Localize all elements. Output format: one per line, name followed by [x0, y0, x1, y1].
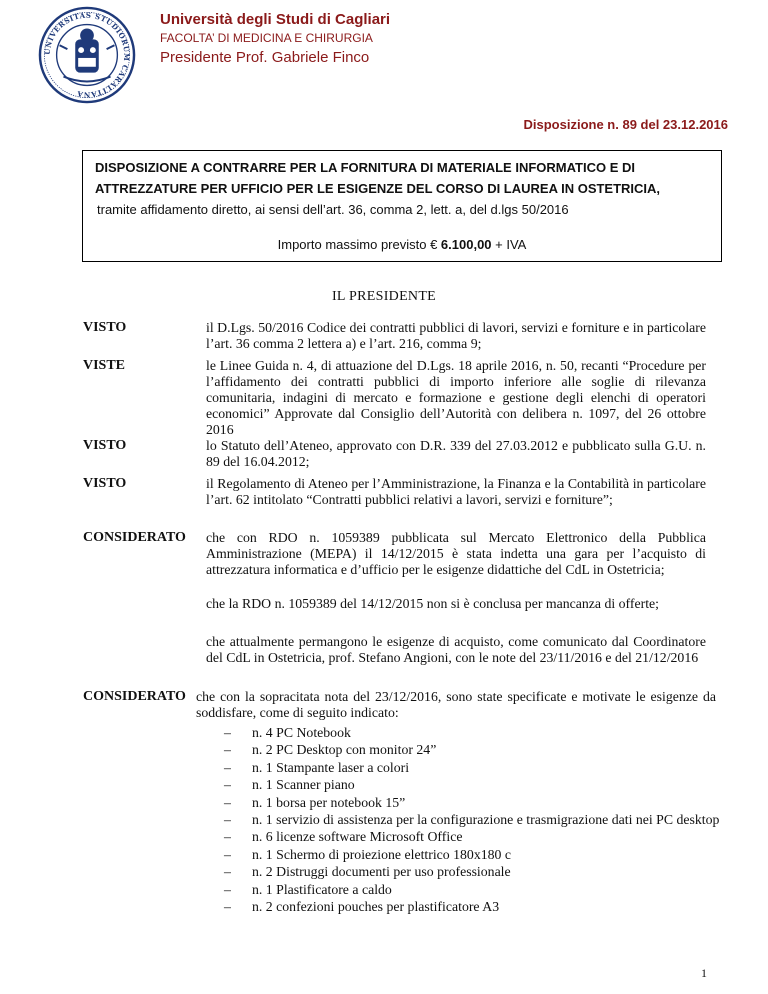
bullet-dash: –	[224, 829, 231, 845]
list-item	[224, 741, 724, 758]
section-label: VISTE	[83, 358, 126, 373]
bullet-dash: –	[224, 777, 231, 793]
subject-line-3: tramite affidamento diretto, ai sensi dell’art. 36, comma 2, lett. a, del d.lgs 50/2016	[97, 202, 569, 217]
university-seal-logo	[38, 6, 136, 104]
faculty-name: FACOLTA’ DI MEDICINA E CHIRURGIA	[160, 31, 373, 45]
list-item-text: n. 1 Plastificatore a caldo	[252, 881, 392, 897]
section-text: il Regolamento di Ateneo per l’Amministrazione, la Finanza e la Contabilità in particolare l’art. 62 intitolato “Contratti pubblici relativi a lavori, servizi e forniture”;	[206, 476, 706, 507]
bullet-dash: –	[224, 725, 231, 740]
section-text: che con la sopracitata nota del 23/12/2016, sono state specificate e motivate le esigenze da soddisfare, come di seguito indicato:	[196, 689, 716, 720]
list-item	[224, 811, 724, 828]
president-name: Presidente Prof. Gabriele Finco	[160, 49, 370, 66]
list-item-text: n. 6 licenze software Microsoft Office	[252, 829, 463, 845]
items-list	[224, 724, 724, 915]
section-text: lo Statuto dell’Ateneo, approvato con D.R. 339 del 27.03.2012 e pubblicato sulla G.U. n. 89 del 16.04.2012;	[206, 438, 706, 469]
section-text: che la RDO n. 1059389 del 14/12/2015 non si è conclusa per mancanza di offerte;	[206, 596, 659, 611]
bullet-dash: –	[224, 881, 231, 897]
list-item-text: n. 2 confezioni pouches per plastificatore A3	[252, 899, 500, 915]
section-label: VISTO	[83, 320, 127, 335]
page-number: 1	[701, 966, 707, 980]
section-label: CONSIDERATO	[83, 689, 186, 704]
seal-text: UNIVERSITAS STUDIORUM CARALITANA	[42, 10, 132, 100]
bullet-dash: –	[224, 742, 231, 758]
list-item	[224, 776, 724, 793]
max-amount-prefix: Importo massimo previsto €	[277, 237, 441, 252]
list-item	[224, 794, 724, 811]
list-item	[224, 846, 724, 863]
section-text: che attualmente permangono le esigenze di acquisto, come comunicato dal Coordinatore del CdL in Ostetricia, prof. Stefano Angioni, con le note del 23/11/2016 e del 21/12/2016	[206, 634, 706, 665]
list-item	[224, 881, 724, 898]
bullet-dash: –	[224, 812, 231, 828]
subject-line-2: ATTREZZATURE PER UFFICIO PER LE ESIGENZE DEL CORSO DI LAUREA IN OSTETRICIA,	[95, 181, 661, 196]
bullet-dash: –	[224, 864, 231, 880]
university-name: Università degli Studi di Cagliari	[160, 11, 391, 28]
list-item	[224, 759, 724, 776]
list-item-text: n. 2 Distruggi documenti per uso professionale	[252, 864, 511, 880]
subject-line-1: DISPOSIZIONE A CONTRARRE PER LA FORNITURA DI MATERIALE INFORMATICO E DI	[95, 160, 635, 175]
max-amount-value: 6.100,00	[440, 237, 492, 252]
bullet-dash: –	[224, 794, 231, 810]
section-label: VISTO	[83, 438, 127, 453]
list-item-text: n. 1 Schermo di proiezione elettrico 180x180 c	[252, 846, 512, 862]
max-amount	[83, 237, 721, 252]
page-title: IL PRESIDENTE	[331, 289, 437, 304]
list-item-text: n. 1 servizio di assistenza per la configurazione e trasmigrazione dati nei PC desktop	[252, 812, 720, 828]
max-amount-suffix: + IVA	[491, 237, 527, 252]
list-item-text: n. 1 borsa per notebook 15”	[252, 794, 406, 810]
list-item-text: n. 1 Stampante laser a colori	[252, 759, 410, 775]
list-item-text: n. 2 PC Desktop con monitor 24”	[252, 742, 437, 758]
list-item	[224, 898, 724, 915]
bullet-dash: –	[224, 899, 231, 915]
list-item-text: n. 4 PC Notebook	[252, 725, 351, 740]
list-item	[224, 724, 724, 741]
subject-box	[82, 150, 722, 262]
section-text: le Linee Guida n. 4, di attuazione del D.Lgs. 18 aprile 2016, n. 50, recanti “Procedure per l’affidamento dei contratti pubblici di importo inferiore alle soglie di rilevanza comunitaria, indagini di mercato e formazione e gestione degli elenchi di operatori economici” Approvate dal Consiglio dell’Autorità con delibera n. 1097, del 26 ottobre 2016	[206, 358, 706, 437]
list-item-text: n. 1 Scanner piano	[252, 777, 355, 793]
bullet-dash: –	[224, 846, 231, 862]
section-text: che con RDO n. 1059389 pubblicata sul Mercato Elettronico della Pubblica Amministrazione (MEPA) il 14/12/2015 è stata indetta una gara per l’acquisto di attrezzatura informatica e d’ufficio per le esigenze didattiche del CdL in Ostetricia;	[206, 530, 706, 577]
disposition-number: Disposizione n. 89 del 23.12.2016	[523, 117, 728, 132]
list-item	[224, 863, 724, 880]
section-text: il D.Lgs. 50/2016 Codice dei contratti pubblici di lavori, servizi e forniture e in particolare l’art. 36 comma 2 lettera a) e l’art. 216, comma 9;	[206, 320, 706, 351]
bullet-dash: –	[224, 759, 231, 775]
list-item	[224, 828, 724, 845]
section-label: VISTO	[83, 476, 127, 491]
header-block	[160, 10, 390, 68]
section-label: CONSIDERATO	[83, 530, 186, 545]
